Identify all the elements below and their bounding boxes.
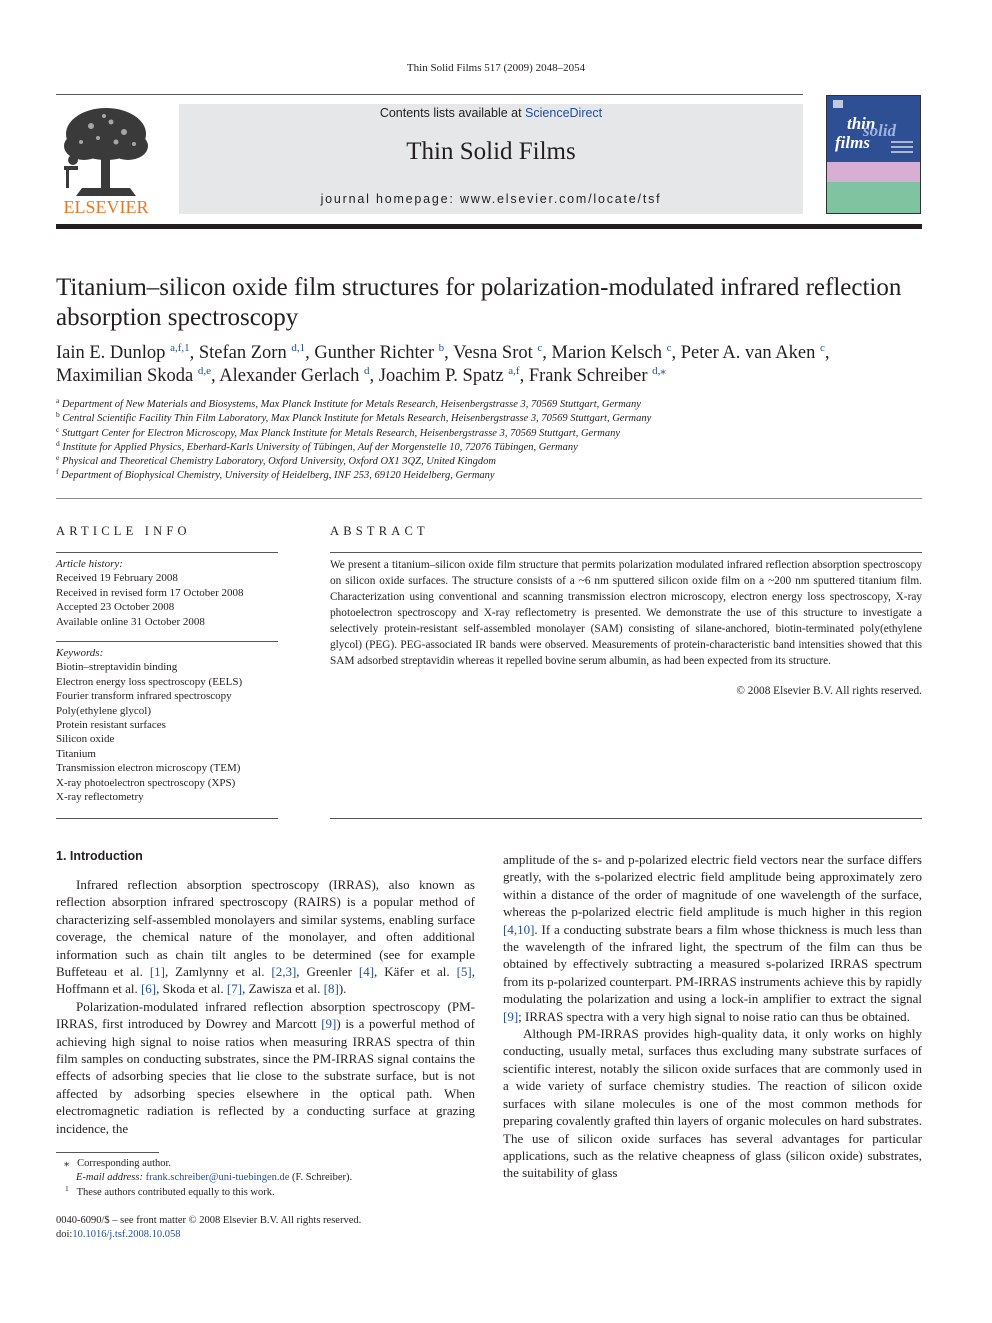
affiliation: $^a$ Department of New Materials and Biosystems, Max Planck Institute for Metals Research, Heisenbergstrasse 3, 70569 Stuttgart, Germany [56, 396, 641, 410]
citation-link[interactable]: [2,3] [271, 964, 297, 980]
author-affiliation-marker[interactable]: d,⁎ [652, 364, 666, 377]
keyword-list [56, 646, 286, 804]
article-info-divider [56, 552, 278, 553]
body-column-right [503, 851, 922, 1182]
citation-link[interactable]: [8] [323, 981, 339, 997]
author-affiliation-marker[interactable]: d [364, 364, 370, 377]
masthead-rule [56, 224, 922, 229]
keyword: Silicon oxide [56, 733, 115, 746]
author: Vesna Srot $^c$ [453, 342, 543, 363]
citation-link[interactable]: [4,10] [503, 921, 535, 937]
journal-cover [826, 95, 921, 214]
cover-title-films: films [835, 133, 870, 152]
citation-link[interactable]: [9] [503, 1008, 519, 1024]
affiliation: $^c$ Stuttgart Center for Electron Microscopy, Max Planck Institute for Metals Research, Heisenbergstrasse 3, 70569 Stuttgart, Germany [56, 424, 621, 439]
author: Joachim P. Spatz $^{a,f}$ [378, 364, 520, 386]
affiliation: $^f$ Department of Biophysical Chemistry, University of Heidelberg, INF 253, 69120 Heidelberg, Germany [56, 467, 495, 482]
history-item: Accepted 23 October 2008 [56, 601, 175, 614]
article-title: Titanium–silicon oxide film structures for polarization-modulated infrared reflection absorption spectroscopy [56, 274, 902, 331]
author: Gunther Richter $^b$ [314, 342, 445, 363]
history-item: Received 19 February 2008 [56, 572, 178, 585]
author: Stefan Zorn $^{d,1}$ [198, 342, 306, 363]
doi-link[interactable]: 10.1016/j.tsf.2008.10.058 [72, 1229, 181, 1241]
author-affiliation-marker[interactable]: a,f,1 [170, 342, 190, 354]
sciencedirect-link[interactable]: ScienceDirect [525, 106, 603, 120]
top-rule [56, 94, 803, 95]
issn-line: 0040-6090/$ – see front matter © 2008 Elsevier B.V. All rights reserved. [56, 1215, 362, 1226]
history-item: Received in revised form 17 October 2008 [56, 586, 244, 599]
citation-link[interactable]: [4] [358, 964, 375, 980]
affiliation: $^d$ Institute for Applied Physics, Eberhard-Karls University of Tübingen, Auf der Morgenstelle 10, 72076 Tübingen, Germany [56, 438, 578, 453]
author: Peter A. van Aken $^c$ [680, 342, 825, 363]
footnote-email: E-mail address: frank.schreiber@uni-tuebingen.de (F. Schreiber). [76, 1172, 353, 1184]
author-affiliation-marker[interactable]: b [438, 342, 445, 354]
keyword: Poly(ethylene glycol) [56, 704, 152, 717]
affiliation-list [56, 398, 926, 484]
elsevier-wordmark: ELSEVIER [63, 197, 149, 216]
affiliation-divider [56, 498, 922, 499]
footnote-corresponding: ⁎ Corresponding author. [64, 1158, 172, 1169]
author: Iain E. Dunlop $^{a,f,1}$ [56, 342, 190, 363]
cover-title-thin: thin [847, 114, 876, 133]
paragraph: amplitude of the s- and p-polarized electric field vectors near the surface differs greatly, with the s-polarized electric field amplitude being approximately zero within a distance of the order of magnitude of one wavelength of the surface, whereas the p-polarized electric field amplitude is much higher in this region [4,10]. If a conducting substrate bears a film whose thickness is much less than the wavelength of the infrared light, the spectrum of the film can thus be obtained by effectively subtracting a measured s-polarized IRRAS spectrum from its p-polarized counterpart. PM-IRRAS instruments achieve this by rapidly modulating the polarization and using a lock-in amplifier to extract the signal [9]; IRRAS spectra with a very high signal to noise ratio can thus be obtained. [503, 852, 922, 1024]
keyword: Titanium [56, 747, 96, 760]
keyword: Transmission electron microscopy (TEM) [56, 762, 241, 775]
abstract-heading: ABSTRACT [330, 524, 429, 538]
elsevier-logo [56, 104, 156, 216]
journal-cover-image [827, 96, 920, 213]
paragraph: Although PM-IRRAS provides high-quality data, it only works on highly conducting, usually metal, surfaces thus excluding many substrate surfaces of scientific interest, notably the silicon oxide surfaces that are commonly used in a wide variety of surface chemistry studies. The reaction of silicon oxide surfaces with silane molecules is one of the most common methods for preparing covalently grafted thin layers of organic molecules on hard substrates. The use of silicon oxide surfaces has several advantages for particular applications, such as the relative cheapness of glass (silicon oxide) substrates, the suitability of glass [503, 1026, 922, 1181]
affiliation: $^b$ Central Scientific Facility Thin Film Laboratory, Max Planck Institute for Metals Research, Heisenbergstrasse 3, 70569 Stuttgart, Germany [56, 410, 652, 425]
body-column-left [56, 876, 475, 1137]
author: Alexander Gerlach $^d$ [219, 364, 370, 386]
journal-homepage[interactable]: journal homepage: www.elsevier.com/locate/tsf [320, 192, 662, 206]
author-affiliation-marker[interactable]: c [537, 342, 543, 354]
running-head: Thin Solid Films 517 (2009) 2048–2054 [406, 62, 586, 74]
author-list: Iain E. Dunlop $^{a,f,1}$, Stefan Zorn $^{d,1}$, Gunther Richter $^b$, Vesna Srot $^c$, Marion Kelsch $^c$, Peter A. van Aken $^c$, Maximilian Skoda $^{d,e}$, Alexander Gerlach $^d$, Joachim P. Spatz $^{a,f}$, Frank Schreiber $^{d,⁎}$ [56, 342, 830, 386]
abstract-divider [330, 818, 922, 819]
author-affiliation-marker[interactable]: d,e [197, 364, 211, 377]
paragraph: Infrared reflection absorption spectroscopy (IRRAS), also known as reflection absorption infrared spectroscopy (RAIRS) is a popular method of characterizing self-assembled monolayers and similar systems, enabling surface coverage, the chemical nature of the monolayer, and often additional information such as chain tilt angles to be determined (see for example Buffeteau et al. [1], Zamlynny et al. [2,3], Greenler [4], Käfer et al. [5], Hoffmann et al. [6], Skoda et al. [7], Zawisza et al. [8]). [56, 877, 476, 997]
author-affiliation-marker[interactable]: c [666, 342, 672, 354]
article-history [56, 557, 286, 629]
abstract-text: We present a titanium–silicon oxide film structure that permits polarization modulated infrared reflection absorption spectroscopy on silicon oxide surfaces. The structure consists of a ~6 nm sputtered silicon oxide film on a ~200 nm sputtered titanium film. Characterization using conventional and scanning transmission electron microscopy, electron energy loss spectroscopy, X-ray photoelectron spectroscopy and X-ray reflectometry is presented. We demonstrate the use of this structure to investigate a selectively protein-resistant self-assembled monolayer (SAM) consisting of silane-anchored, biotin-terminated poly(ethylene glycol) (PEG). PEG-associated IR bands were observed. Measurements of protein-characteristic band intensities showed that this SAM adsorbed streptavidin whereas it repelled bovine serum albumin, as had been expected from its structure. [330, 559, 922, 667]
author: Marion Kelsch $^c$ [551, 342, 672, 363]
affiliation: $^e$ Physical and Theoretical Chemistry Laboratory, Oxford University, Oxford OX1 3QZ, United Kingdom [56, 453, 496, 468]
footnote-equal: $^1$ These authors contributed equally to this work. [65, 1183, 275, 1198]
keywords-label: Keywords: [56, 647, 104, 659]
history-item: Available online 31 October 2008 [56, 615, 205, 628]
author-affiliation-marker[interactable]: a,f [508, 364, 520, 377]
citation-link[interactable]: [7] [226, 981, 243, 997]
journal-name: Thin Solid Films [406, 138, 576, 165]
abstract-copyright: © 2008 Elsevier B.V. All rights reserved. [736, 685, 922, 697]
footnotes [56, 1157, 476, 1200]
elsevier-tree-icon [56, 104, 156, 216]
email-link[interactable]: frank.schreiber@uni-tuebingen.de [145, 1172, 290, 1184]
citation-link[interactable]: [5] [456, 964, 472, 980]
keyword: Protein resistant surfaces [56, 719, 166, 732]
article-info-divider [56, 818, 278, 819]
contents-line [179, 106, 803, 120]
author-affiliation-marker[interactable]: d,1 [291, 342, 306, 354]
cover-title-solid: solid [863, 121, 897, 140]
keyword: Biotin–streptavidin binding [56, 661, 178, 674]
author: Frank Schreiber $^{d,⁎}$ [528, 364, 666, 386]
citation-link[interactable]: [1] [149, 964, 165, 980]
keyword: Fourier transform infrared spectroscopy [56, 690, 232, 703]
article-info-divider [56, 641, 278, 642]
section-heading: 1. Introduction [56, 849, 143, 863]
article-info-heading: ARTICLE INFO [56, 524, 191, 538]
citation-link[interactable]: [9] [321, 1016, 337, 1032]
history-label: Article history: [56, 558, 123, 570]
citation-link[interactable]: [6] [140, 981, 157, 997]
keyword: X-ray reflectometry [56, 791, 144, 804]
abstract-divider [330, 552, 922, 553]
author: Maximilian Skoda $^{d,e}$ [56, 364, 211, 386]
issn-block [56, 1214, 476, 1243]
keyword: X-ray photoelectron spectroscopy (XPS) [56, 776, 236, 789]
paragraph: Polarization-modulated infrared reflection absorption spectroscopy (PM-IRRAS, first introduced by Dowrey and Marcott [9]) is a powerful method of achieving high signal to noise ratios when measuring IRRAS spectra of thin film samples on conducting substrates, since the PM-IRRAS signal contains the effects of adsorbing species that lie close to the substrate surface, but is not affected by adsorbing species elsewhere in the optical path. When electromagnetic radiation is reflected by a conducting surface at grazing incidence, the [56, 998, 475, 1136]
keyword: Electron energy loss spectroscopy (EELS) [56, 675, 243, 688]
doi-line: doi:10.1016/j.tsf.2008.10.058 [56, 1229, 181, 1241]
footnote-divider [56, 1152, 159, 1153]
contents-prefix: Contents lists available at [379, 106, 526, 120]
author-affiliation-marker[interactable]: c [820, 342, 825, 354]
